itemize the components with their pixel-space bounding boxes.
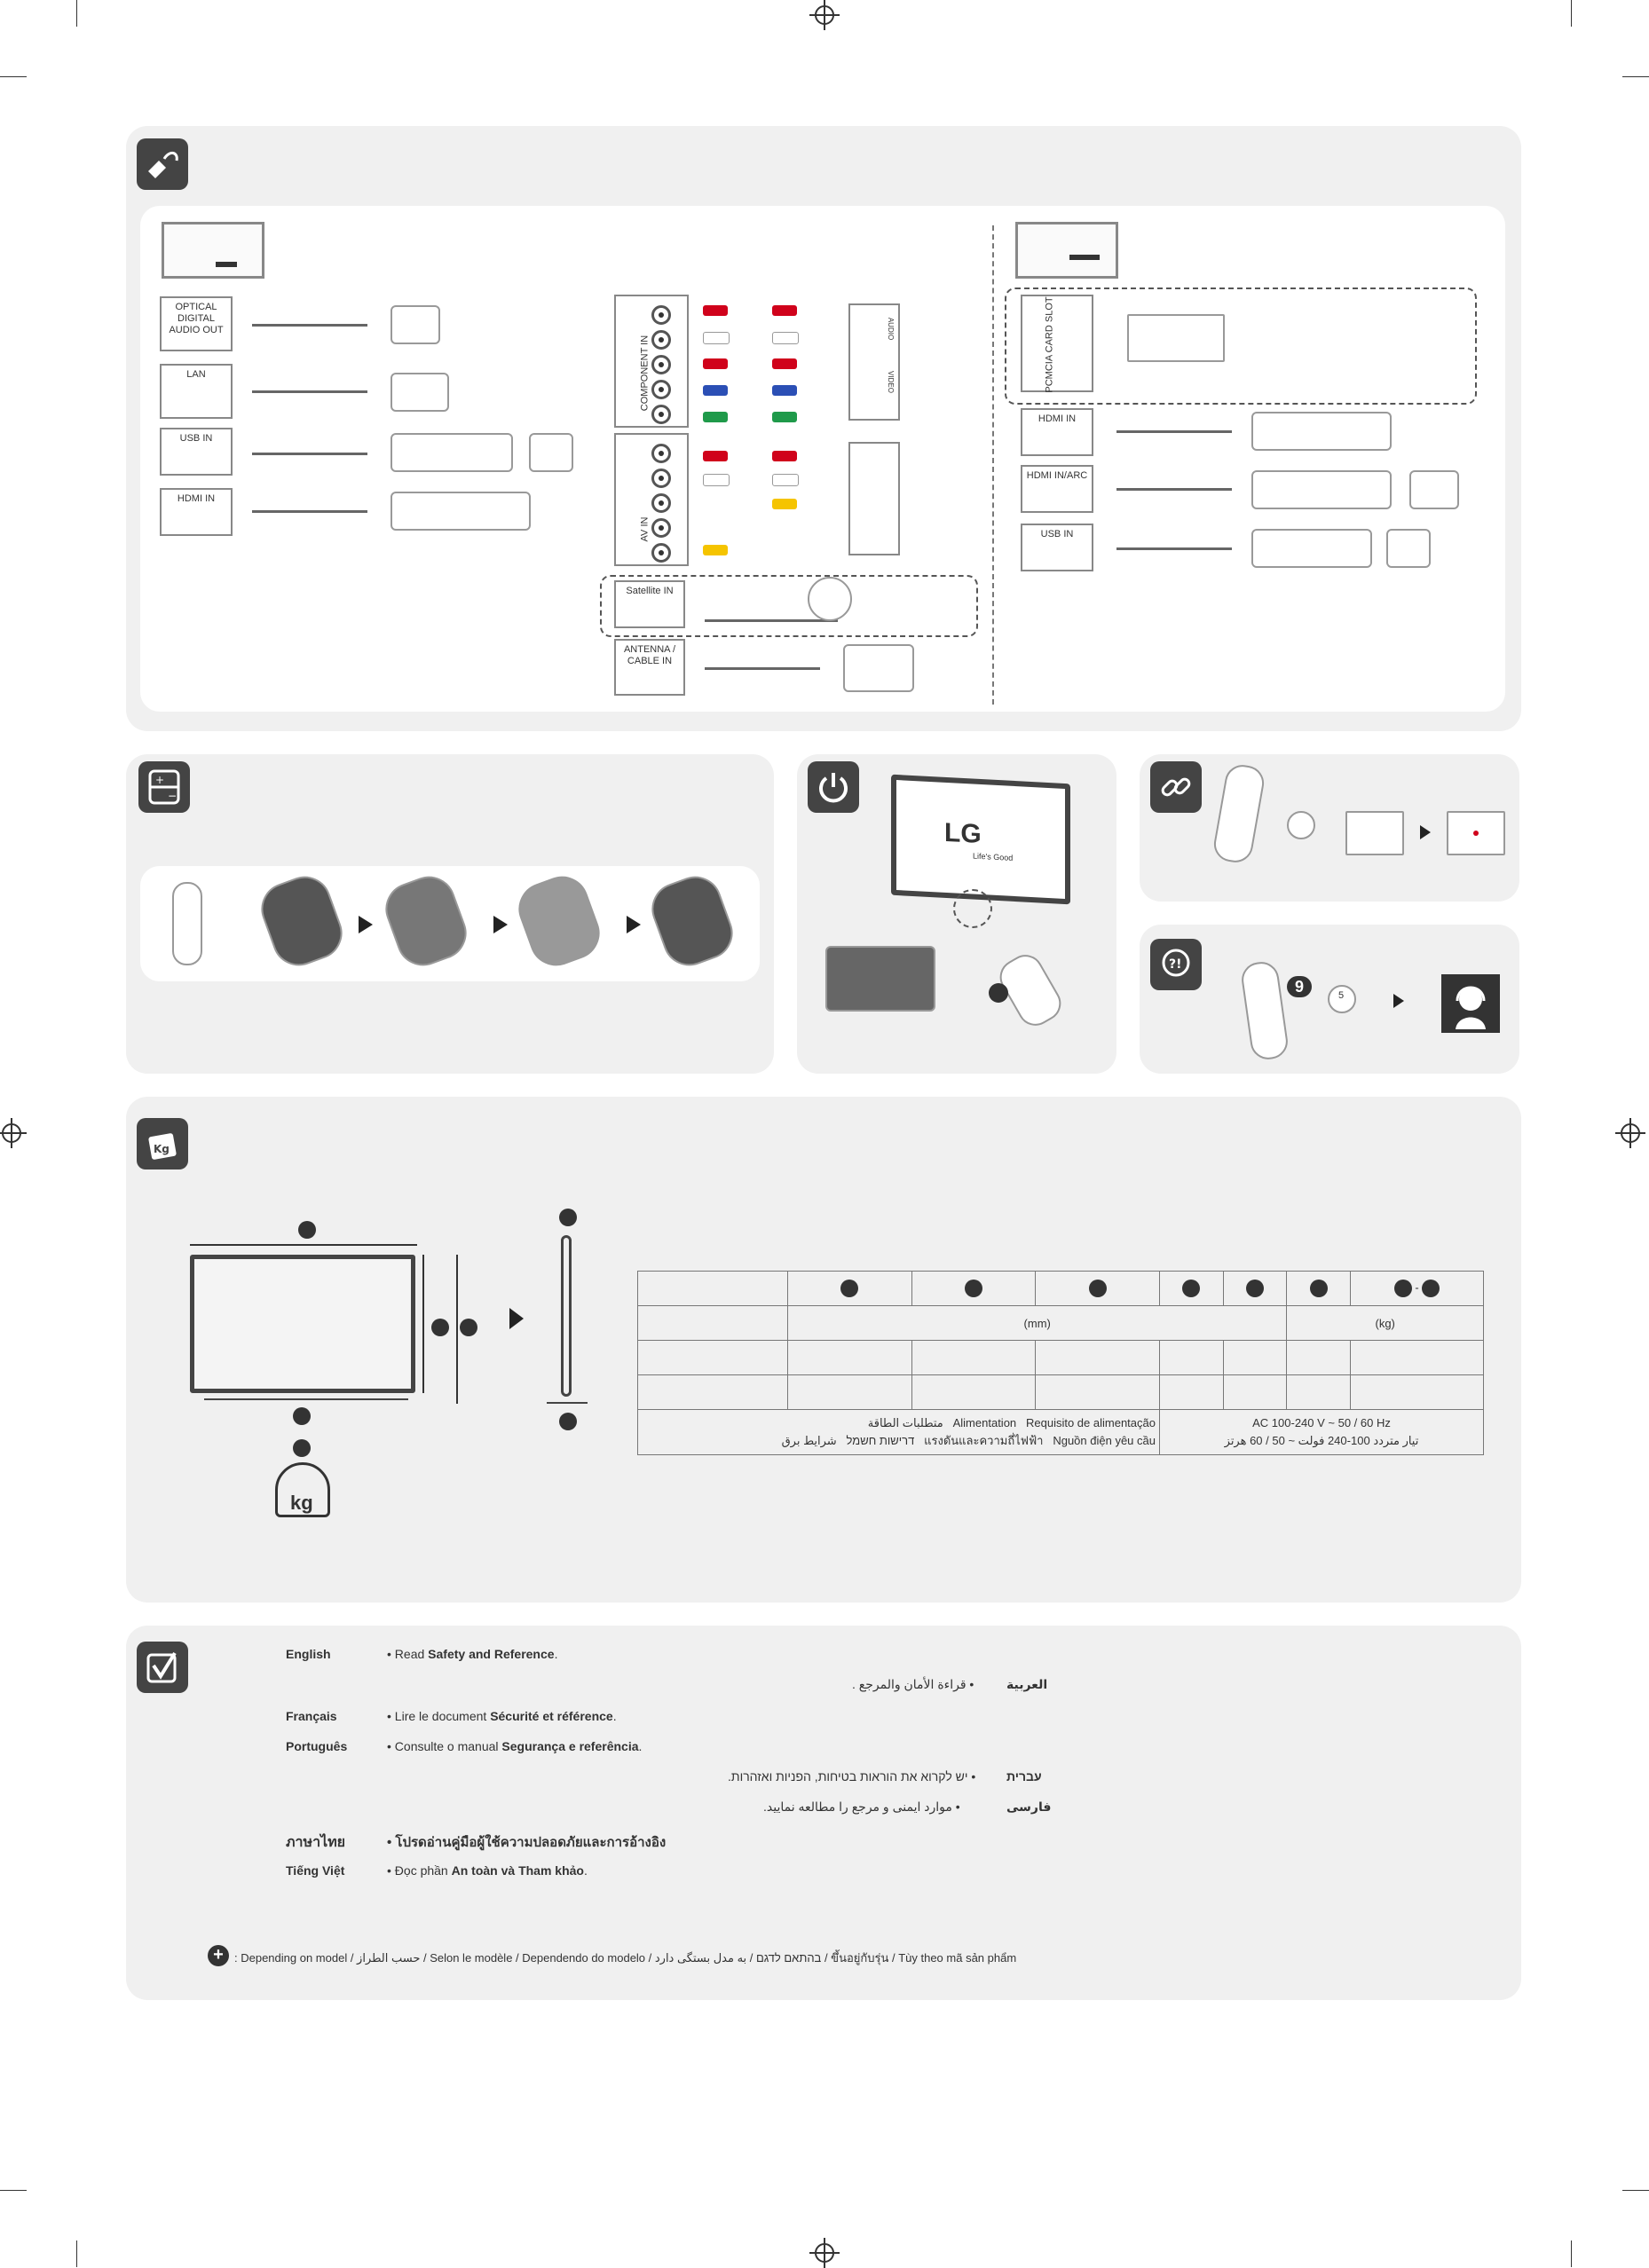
usb-storage-device	[391, 433, 513, 472]
rotate-arrow-icon	[509, 1308, 524, 1329]
power-button-zoom	[953, 889, 992, 928]
table-cell: -	[1351, 1272, 1484, 1306]
satellite-in-label: Satellite IN	[614, 580, 685, 628]
help-icon	[1150, 939, 1202, 990]
hdmi-sources-right	[1251, 412, 1392, 451]
router-device	[391, 373, 449, 412]
antenna-label: ANTENNA / CABLE IN	[614, 639, 685, 696]
rca-plug-red	[772, 358, 797, 369]
rca-plug-red	[703, 305, 728, 316]
table-cell	[1287, 1272, 1351, 1306]
rca-plug-red	[703, 358, 728, 369]
lang-hebrew: עברית	[1006, 1769, 1042, 1784]
usb-stick-right	[1386, 529, 1431, 568]
audio-device	[391, 305, 440, 344]
component-jack	[651, 405, 671, 424]
usb-in-label-right: USB IN	[1021, 524, 1093, 571]
height-dimension-line	[422, 1255, 424, 1393]
registration-mark-top	[815, 5, 834, 25]
hdmi-arc-label: HDMI IN/ARC	[1021, 465, 1093, 513]
rca-plug-green	[772, 412, 797, 422]
width-dimension-line	[190, 1244, 417, 1246]
tv-before-pairing	[1345, 811, 1404, 855]
registration-mark-left	[2, 1123, 21, 1143]
av-in-label: AV IN	[639, 516, 651, 542]
table-cell	[1159, 1272, 1223, 1306]
tv-after-pairing	[1447, 811, 1505, 855]
arrow-right-icon	[1393, 994, 1404, 1008]
table-cell	[788, 1341, 912, 1375]
power-row	[638, 1410, 1484, 1455]
support-agent-icon	[1441, 974, 1500, 1033]
rca-plug-yellow	[703, 545, 728, 555]
port-marker	[1069, 255, 1100, 260]
table-cell	[638, 1375, 788, 1410]
lang-farsi: فارسی	[1006, 1799, 1052, 1814]
table-cell	[1223, 1375, 1287, 1410]
crop-mark	[1622, 76, 1649, 77]
height-stand-dimension-line	[456, 1255, 458, 1404]
crop-mark	[1571, 0, 1572, 27]
unit-kg-cell: (kg)	[1287, 1306, 1484, 1341]
spec-table	[637, 1271, 1484, 1455]
dimension-marker	[1246, 1280, 1264, 1297]
svg-text:Kg: Kg	[154, 1143, 170, 1155]
instruction-french: • Lire le document Sécurité et référence.	[387, 1709, 617, 1723]
key-number-badge: 9	[1287, 976, 1312, 997]
video-side-label: VIDEO	[887, 371, 896, 393]
table-cell	[788, 1272, 912, 1306]
lang-arabic: العربية	[1006, 1677, 1048, 1691]
rca-plug-red	[772, 451, 797, 461]
timer-icon	[1287, 811, 1315, 839]
hdmi-port-label-left: HDMI IN	[160, 488, 233, 536]
table-cell	[1351, 1375, 1484, 1410]
usb-port-label-left: USB IN	[160, 428, 233, 476]
tv-back-left-diagram	[162, 222, 264, 279]
av-in-panel	[614, 433, 689, 566]
plus-circle-icon: +	[208, 1945, 229, 1966]
dimension-marker	[965, 1280, 982, 1297]
dimension-marker	[1422, 1280, 1440, 1297]
table-cell	[1159, 1375, 1223, 1410]
tv-side-profile	[561, 1235, 572, 1397]
check-document-icon	[137, 1642, 188, 1693]
table-row	[638, 1272, 1484, 1306]
port-marker	[216, 262, 237, 267]
registration-mark-bottom	[815, 2243, 834, 2263]
tv-front-outline	[190, 1255, 415, 1393]
dimension-marker	[559, 1209, 577, 1226]
av-jack	[651, 469, 671, 488]
dimension-marker	[293, 1407, 311, 1425]
svg-text:?!: ?!	[1169, 957, 1182, 972]
dimension-marker	[298, 1221, 316, 1239]
pcmcia-slot	[1021, 295, 1093, 392]
instruction-english: • Read Safety and Reference.	[387, 1647, 558, 1661]
table-cell	[911, 1272, 1036, 1306]
component-jack	[651, 355, 671, 374]
lang-french: Français	[286, 1709, 337, 1723]
component-jack	[651, 380, 671, 399]
lang-vietnamese: Tiếng Việt	[286, 1863, 345, 1878]
table-row	[638, 1341, 1484, 1375]
table-cell	[638, 1272, 788, 1306]
lang-portuguese: Português	[286, 1739, 348, 1753]
av-jack	[651, 493, 671, 513]
weight-scale	[275, 1462, 330, 1517]
section-divider	[992, 225, 994, 705]
rca-plug-blue	[703, 385, 728, 396]
satellite-dish	[808, 577, 852, 621]
remote-control	[172, 882, 202, 965]
tv-front	[891, 775, 1070, 905]
table-row	[638, 1306, 1484, 1341]
dimension-marker	[460, 1319, 477, 1336]
tv-back-right-diagram	[1015, 222, 1118, 279]
tv-stand	[204, 1393, 408, 1400]
timer-label: 5	[1338, 990, 1345, 1001]
arrow-right-icon	[359, 916, 373, 933]
power-button-icon	[989, 983, 1008, 1003]
table-cell	[1287, 1341, 1351, 1375]
hdmi-arc-cable	[1116, 488, 1232, 491]
table-cell	[1036, 1341, 1160, 1375]
rca-plug-green	[703, 412, 728, 422]
rca-plug-white	[772, 332, 799, 344]
crop-mark	[1622, 2190, 1649, 2191]
lg-logo: LG	[944, 817, 982, 850]
lang-thai: ภาษาไทย	[286, 1835, 346, 1850]
dimension-marker	[293, 1439, 311, 1457]
arrow-right-icon	[493, 916, 508, 933]
rca-plug-white	[703, 474, 730, 486]
scale-label: kg	[290, 1492, 313, 1514]
dimension-marker	[1182, 1280, 1200, 1297]
component-in-panel	[614, 295, 689, 428]
crop-mark	[1571, 2240, 1572, 2267]
table-cell	[1159, 1341, 1223, 1375]
instruction-thai: • โปรดอ่านคู่มือผู้ใช้ความปลอดภัยและการอ้างอิง	[387, 1835, 667, 1850]
instruction-vietnamese: • Đọc phần An toàn và Tham khảo.	[387, 1863, 588, 1878]
rca-plug-yellow	[772, 499, 797, 509]
av-source-device	[848, 442, 900, 555]
av-jack	[651, 543, 671, 563]
table-cell	[1223, 1341, 1287, 1375]
rca-plug-red	[772, 305, 797, 316]
ci-module-card	[1127, 314, 1225, 362]
arrow-right-icon	[1420, 825, 1431, 839]
instruction-portuguese: • Consulte o manual Segurança e referência.	[387, 1739, 643, 1753]
footnote-model: : Depending on model / حسب الطراز / Selon le modèle / Dependendo do modelo / בהתאם לדגם / به مدل بستگی دارد / ขึ้นอยู่กับรุ่น / Tùy theo mã sản phẩm	[234, 1951, 1017, 1965]
arrow-right-icon	[627, 916, 641, 933]
av-jack	[651, 518, 671, 538]
rca-plug-red	[703, 451, 728, 461]
optical-cable	[252, 324, 367, 327]
table-cell	[1351, 1341, 1484, 1375]
table-cell	[911, 1341, 1036, 1375]
table-cell	[1036, 1272, 1160, 1306]
table-cell	[1287, 1375, 1351, 1410]
component-audio-device	[848, 303, 900, 421]
hdmi-cable-left	[252, 510, 367, 513]
link-icon	[1150, 761, 1202, 813]
power-value-cell: AC 100-240 V ~ 50 / 60 Hz تيار متردد 100-240 فولت ~ 50 / 60 هرتز	[1159, 1410, 1483, 1455]
pcmcia-label: PCMCIA CARD SLOT	[1044, 296, 1055, 393]
usb-cable-left	[252, 453, 367, 455]
table-cell	[638, 1306, 788, 1341]
component-label: COMPONENT IN	[639, 335, 651, 412]
unit-mm-cell: (mm)	[788, 1306, 1287, 1341]
svg-text:+: +	[155, 774, 165, 786]
antenna-cable	[705, 667, 820, 670]
dimension-marker	[1394, 1280, 1412, 1297]
antenna-device	[843, 644, 914, 692]
usb-stick-device	[529, 433, 573, 472]
rca-plug-blue	[772, 385, 797, 396]
av-jack	[651, 444, 671, 463]
table-cell	[1036, 1375, 1160, 1410]
lang-english: English	[286, 1647, 331, 1661]
lan-cable	[252, 390, 367, 393]
lan-port-label: LAN	[160, 364, 233, 419]
instruction-arabic: • قراءة الأمان والمرجع .	[852, 1677, 974, 1691]
dimension-marker	[431, 1319, 449, 1336]
soundbar-device	[1409, 470, 1459, 509]
component-jack	[651, 305, 671, 325]
tv-screen	[896, 780, 1065, 899]
power-icon	[808, 761, 859, 813]
power-label-cell: متطلبات الطاقة Alimentation Requisito de alimentação דרישות חשמל شرایط برق แรงดันและความถี่ไฟฟ้า Nguồn điện yêu cầu	[638, 1410, 1160, 1455]
satellite-cable	[705, 619, 838, 622]
table-cell	[1223, 1272, 1287, 1306]
table-cell	[911, 1375, 1036, 1410]
dimension-marker	[840, 1280, 858, 1297]
component-jack	[651, 330, 671, 350]
dimension-marker	[1310, 1280, 1328, 1297]
battery-icon	[138, 761, 190, 813]
hdmi-arc-sources	[1251, 470, 1392, 509]
table-cell	[788, 1375, 912, 1410]
crop-mark	[76, 0, 77, 27]
lg-slogan: Life's Good	[973, 851, 1014, 862]
rca-plug-white	[772, 474, 799, 486]
hdmi-in-label-right: HDMI IN	[1021, 408, 1093, 456]
crop-mark	[0, 2190, 27, 2191]
optical-port-label: OPTICAL DIGITAL AUDIO OUT	[160, 296, 233, 351]
tv-side-stand	[547, 1402, 588, 1404]
svg-text:−: −	[168, 790, 178, 802]
dimension-marker	[559, 1413, 577, 1430]
instruction-farsi: • موارد ایمنی و مرجع را مطالعه نمایید.	[763, 1799, 960, 1814]
crop-mark	[76, 2240, 77, 2267]
pairing-dot	[1473, 831, 1479, 836]
tv-joystick-closeup	[825, 946, 935, 1012]
rca-plug-white	[703, 332, 730, 344]
usb-cable-right	[1116, 547, 1232, 550]
crop-mark	[0, 76, 27, 77]
table-row	[638, 1375, 1484, 1410]
table-cell	[638, 1341, 788, 1375]
weight-icon	[137, 1118, 188, 1169]
dimension-marker	[1089, 1280, 1107, 1297]
instruction-hebrew: • יש לקרוא את הוראות בטיחות, הפניות ואזהרות.	[728, 1769, 976, 1784]
hdmi-cable-right	[1116, 430, 1232, 433]
audio-side-label: AUDIO	[886, 317, 895, 341]
usb-storage-right	[1251, 529, 1372, 568]
hdmi-sources-left	[391, 492, 531, 531]
registration-mark-right	[1621, 1123, 1640, 1143]
cable-icon	[137, 138, 188, 190]
